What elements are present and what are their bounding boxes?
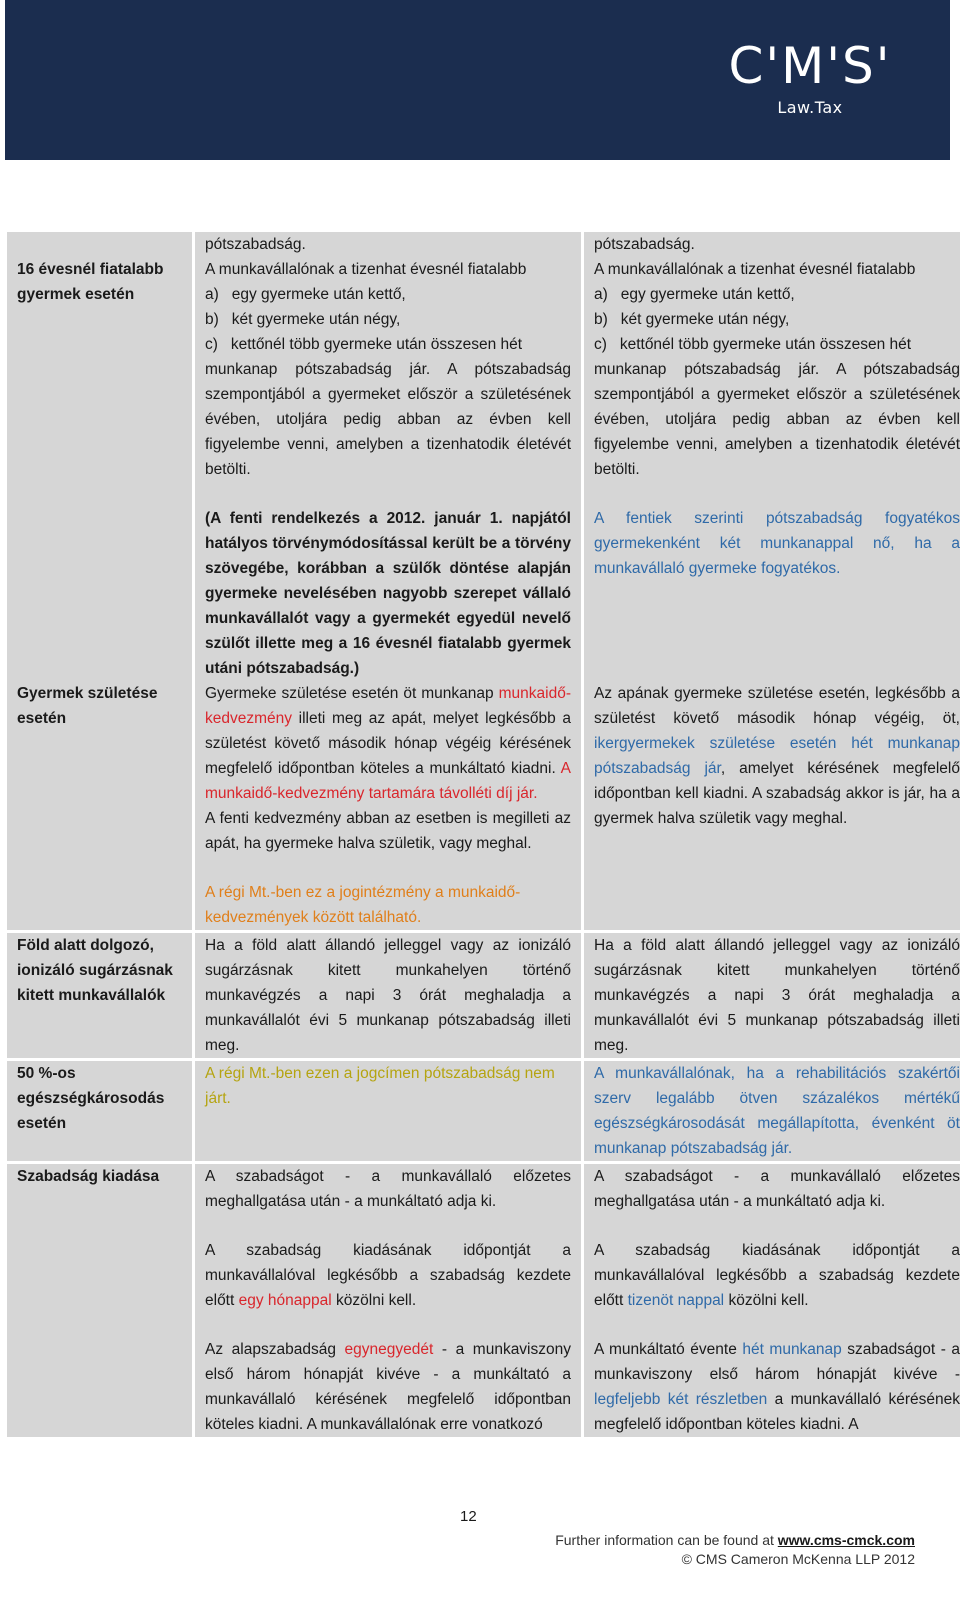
row-label: Szabadság kiadása xyxy=(17,1168,160,1185)
paragraph xyxy=(205,1337,571,1437)
paragraph xyxy=(594,1337,960,1437)
logo-subtitle: Law.Tax xyxy=(777,98,843,117)
row-label-cell xyxy=(7,1058,192,1161)
row-label-cell xyxy=(7,930,192,1058)
paragraph: Ha a föld alatt állandó jelleggel vagy az ionizáló sugárzásnak kitett munkahelyen történő munkavégzés a napi 3 órát meghaladja a munkavállalót évi 5 munkanap pótszabadság illeti meg. xyxy=(205,937,571,1054)
row-label: Gyermek születése esetén xyxy=(17,685,158,727)
paragraph: A szabadságot - a munkavállaló előzetes meghallgatása után - a munkáltató adja ki. xyxy=(205,1168,571,1210)
old-law-cell xyxy=(192,232,581,681)
logo-mark: C'M'S' xyxy=(728,37,892,95)
paragraph: Ha a föld alatt állandó jelleggel vagy az ionizáló sugárzásnak kitett munkahelyen történő munkavégzés a napi 3 órát meghaladja a munkavállalót évi 5 munkanap pótszabadság illeti meg. xyxy=(594,937,960,1054)
table-row xyxy=(7,232,960,681)
list-item: a) egy gyermeke után kettő, xyxy=(205,286,406,303)
new-law-cell xyxy=(581,232,960,681)
footer-info-prefix: Further information can be found at xyxy=(555,1532,778,1548)
copyright: © CMS Cameron McKenna LLP 2012 xyxy=(681,1551,915,1567)
highlight-text: legfeljebb két részletben xyxy=(594,1391,768,1408)
paragraph xyxy=(594,681,960,831)
row-label-cell xyxy=(7,681,192,930)
text-span: a munkavállaló kérésének megfelelő időpontban köteles kiadni. A xyxy=(594,1391,960,1433)
text-line: pótszabadság. xyxy=(205,236,306,253)
row-label-cell xyxy=(7,1161,192,1437)
text-span: A szabadság kiadásának időpontját a munkavállalóval legkésőbb a szabadság kezdete előtt xyxy=(205,1242,571,1309)
row-label: Föld alatt dolgozó, ionizáló sugárzásnak kitett munkavállalók xyxy=(17,937,173,1004)
text-span: közölni kell. xyxy=(331,1292,417,1309)
new-law-cell xyxy=(581,930,960,1058)
footer-info-line xyxy=(555,1531,915,1550)
new-law-cell xyxy=(581,1058,960,1161)
text-span: A szabadság kiadásának időpontját a munkavállalóval legkésőbb a szabadság kezdete előtt xyxy=(594,1242,960,1309)
page-number: 12 xyxy=(460,1508,477,1525)
list-item: a) egy gyermeke után kettő, xyxy=(594,286,795,303)
text-span: A munkáltató évente xyxy=(594,1341,743,1358)
text-span: Gyermeke születése esetén öt munkanap xyxy=(205,685,494,702)
paragraph: A munkavállalónak, ha a rehabilitációs szakértői szerv legalább ötven százalékos mértékű egészségkárosodását megállapította, évenként öt munkanap pótszabadság jár. xyxy=(594,1065,960,1157)
highlight-text: egynegyedét xyxy=(344,1341,434,1358)
old-law-cell xyxy=(192,681,581,930)
list-item: b) két gyermeke után négy, xyxy=(205,311,401,328)
table-row xyxy=(7,1161,960,1437)
highlight-text: hét munkanap xyxy=(742,1341,842,1358)
text-line: A munkavállalónak a tizenhat évesnél fiatalabb xyxy=(594,261,916,278)
cms-logo xyxy=(710,38,910,117)
table-row xyxy=(7,930,960,1058)
header-banner xyxy=(5,0,950,160)
paragraph xyxy=(205,681,571,806)
list-item: c) kettőnél több gyermeke után összesen hét xyxy=(205,336,523,353)
highlight-text: munkaidő-kedvezmény xyxy=(205,685,572,727)
row-label: 16 évesnél fiatalabb gyermek esetén xyxy=(17,261,164,303)
text-span: - a munkaviszony első három hónapját kivéve - a munkáltató a munkavállaló kérésének megfelelő időpontban köteles kiadni. A munkavállalónak erre vonatkozó xyxy=(205,1341,571,1433)
new-law-cell xyxy=(581,1161,960,1437)
row-label-cell xyxy=(7,232,192,681)
text-span: közölni kell. xyxy=(724,1292,809,1309)
highlight-text: ikergyermekek születése esetén hét munkanap pótszabadság jár xyxy=(594,735,960,777)
paragraph: munkanap pótszabadság jár. A pótszabadság szempontjából a gyermeket először a születésének évében, utoljára pedig abban az évben kell figyelembe venni, amelyben a tizenhatodik életévét betölti. xyxy=(594,361,960,478)
old-law-cell xyxy=(192,1058,581,1161)
highlight-text: tizenöt nappal xyxy=(627,1292,725,1309)
text-span: , amelyet kérésének megfelelő időpontban kell kiadni. A szabadság akkor is jár, ha a gyermek halva születik vagy meghal. xyxy=(594,760,960,827)
paragraph: A fenti kedvezmény abban az esetben is megilleti az apát, ha gyermeke halva születik, vagy meghal. xyxy=(205,810,571,852)
paragraph: A szabadságot - a munkavállaló előzetes meghallgatása után - a munkáltató adja ki. xyxy=(594,1168,960,1210)
paragraph xyxy=(205,1238,571,1313)
old-law-cell xyxy=(192,1161,581,1437)
website-link[interactable]: www.cms-cmck.com xyxy=(777,1532,915,1548)
list-item: b) két gyermeke után négy, xyxy=(594,311,790,328)
paragraph: A régi Mt.-ben ezen a jogcímen pótszabadság nem járt. xyxy=(205,1065,555,1107)
note-paragraph: (A fenti rendelkezés a 2012. január 1. napjától hatályos törvénymódosítással került be a törvény szövegébe, korábban a szülők döntése alapján gyermeke nevelésében nagyobb szerepet vállaló munkavállalót vagy a gyermekét egyedül nevelő szülőt illette meg a 16 évesnél fiatalabb gyermek utáni pótszabadság.) xyxy=(205,510,571,677)
paragraph xyxy=(594,1238,960,1313)
list-item: c) kettőnél több gyermeke után összesen hét xyxy=(594,336,912,353)
new-law-cell xyxy=(581,681,960,930)
highlight-text: A munkaidő-kedvezmény tartamára távolléti díj jár. xyxy=(205,760,571,802)
paragraph: munkanap pótszabadság jár. A pótszabadság szempontjából a gyermeket először a születésének évében, utoljára pedig abban az évben kell figyelembe venni, amelyben a tizenhatodik életévét betölti. xyxy=(205,361,571,478)
note-paragraph: A fentiek szerinti pótszabadság fogyatékos gyermekenként két munkanappal nő, ha a munkavállaló gyermeke fogyatékos. xyxy=(594,510,960,577)
highlight-text: egy hónappal xyxy=(238,1292,332,1309)
comparison-table xyxy=(7,232,960,1437)
table-row xyxy=(7,1058,960,1161)
note-paragraph: A régi Mt.-ben ez a jogintézmény a munkaidő-kedvezmények között található. xyxy=(205,884,521,926)
text-line: A munkavállalónak a tizenhat évesnél fiatalabb xyxy=(205,261,527,278)
text-span: Az apának gyermeke születése esetén, legkésőbb a születést követő második hónap végéig, öt, xyxy=(594,685,960,727)
text-line: pótszabadság. xyxy=(594,236,695,253)
old-law-cell xyxy=(192,930,581,1058)
text-span: illeti meg az apát, melyet legkésőbb a születést követő második hónap végéig kérésének megfelelő időpontban köteles a munkáltató kiadni. xyxy=(205,710,571,777)
row-label: 50 %-os egészségkárosodás esetén xyxy=(17,1065,165,1132)
footer-info xyxy=(555,1531,915,1569)
table-row xyxy=(7,681,960,930)
text-span: Az alapszabadság xyxy=(205,1341,345,1358)
text-span: szabadságot - a munkaviszony első három hónapját kivéve - xyxy=(594,1341,960,1383)
